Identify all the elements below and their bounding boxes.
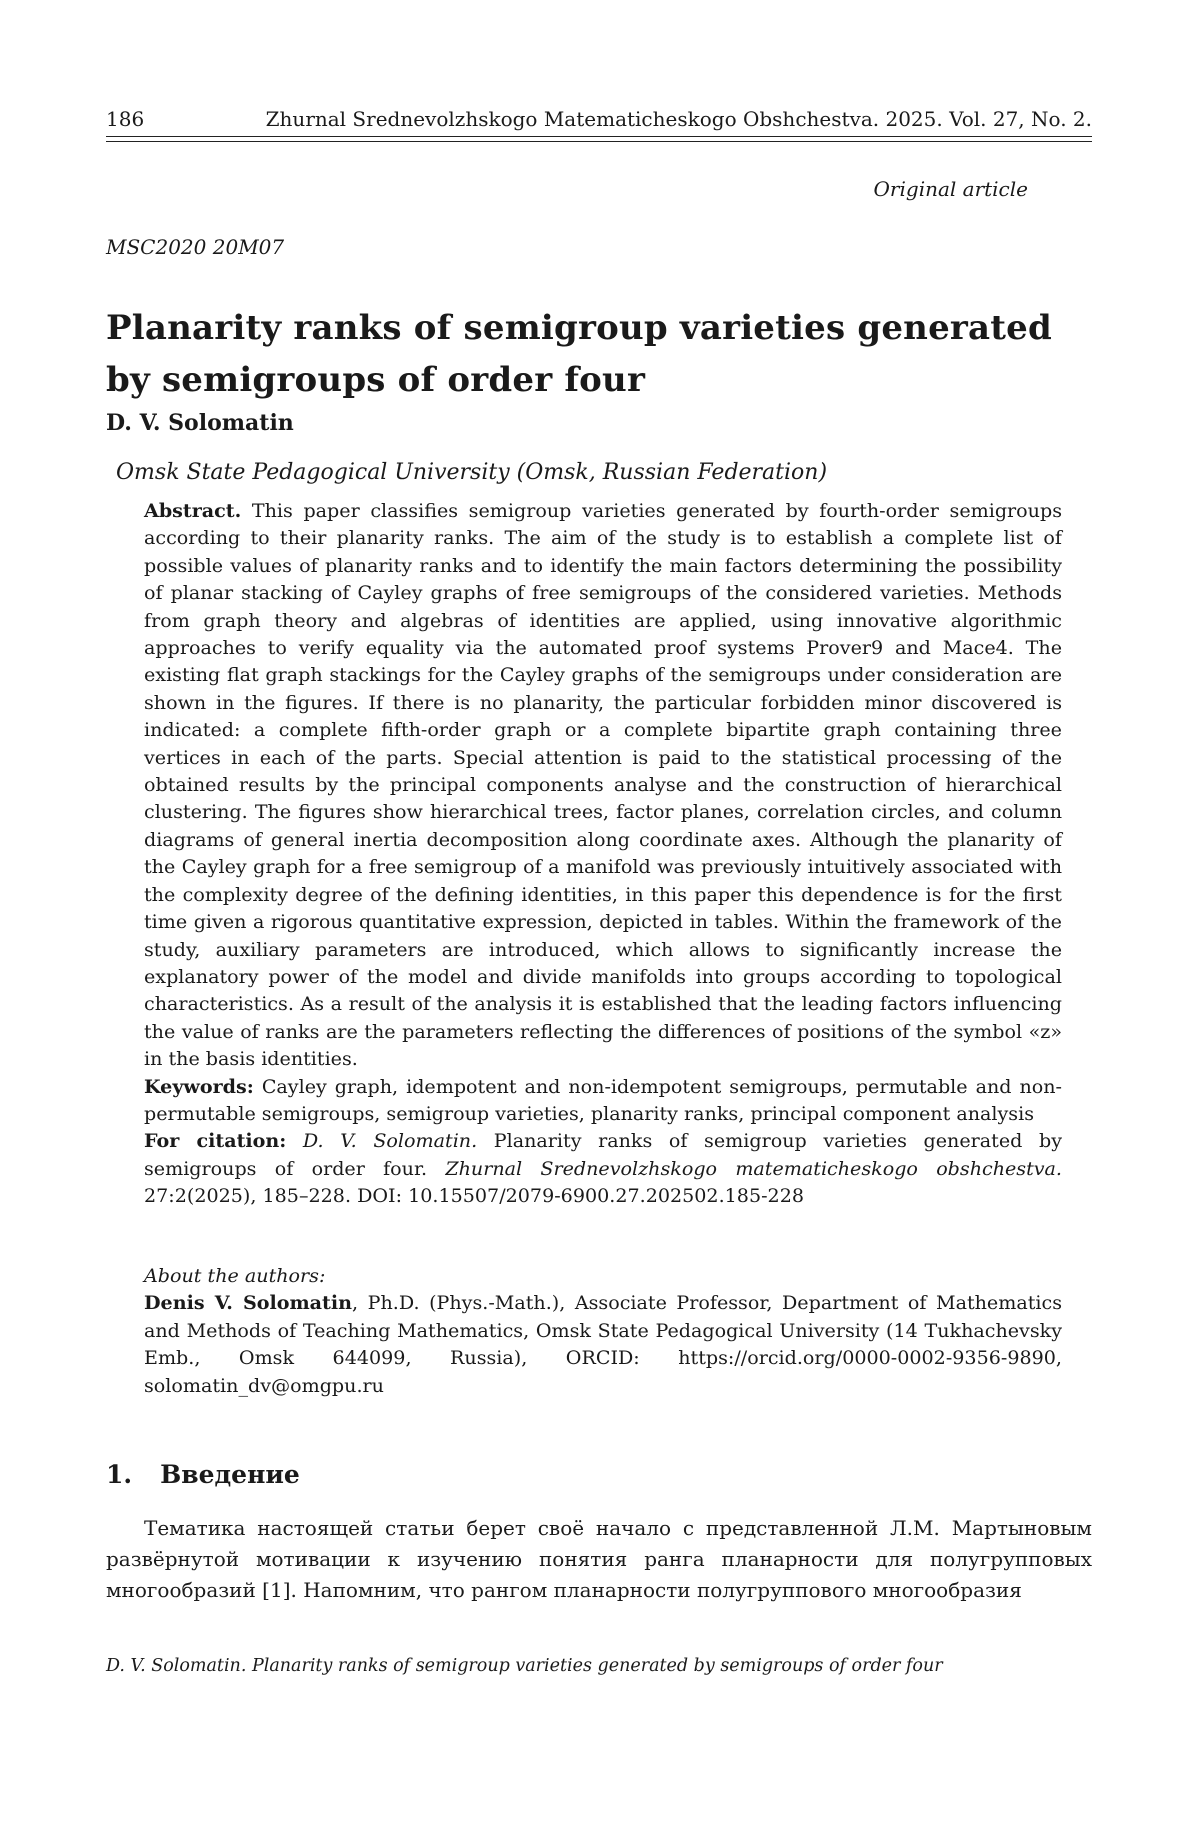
paper-title: Planarity ranks of semigroup varieties generated by semigroups of order four	[106, 308, 1052, 400]
body-text	[106, 1513, 1092, 1606]
body-paragraph: Тематика настоящей статьи берет своё начало с представленной Л.М. Мартыновым развёрнутой мотивации к изучению понятия ранга планарности для полугрупповых многообразий [1]. Напомним, что рангом планарности полугруппового многообразия	[106, 1516, 1092, 1602]
article-type: Original article	[873, 177, 1028, 201]
running-header	[106, 106, 1092, 132]
header-rule-thick	[106, 136, 1092, 137]
keywords-label: Keywords:	[144, 1074, 254, 1098]
keywords	[144, 1073, 1062, 1128]
section-title: Введение	[160, 1460, 300, 1489]
citation-journal: Zhurnal Srednevolzhskogo matematicheskogo obshchestva.	[445, 1156, 1063, 1180]
citation-details: 27:2(2025), 185–228. DOI: 10.15507/2079-6900.27.202502.185-228	[144, 1184, 804, 1208]
abstract-block	[144, 497, 1062, 1210]
page-number: 186	[106, 107, 145, 131]
keywords-text: Cayley graph, idempotent and non-idempotent semigroups, permutable and non-permutable semigroups, semigroup varieties, planarity ranks, principal component analysis	[144, 1074, 1062, 1125]
section-number: 1.	[106, 1460, 133, 1489]
about-heading: About the authors:	[144, 1264, 326, 1287]
journal-line: Zhurnal Srednevolzhskogo Matematicheskogo Obshchestva. 2025. Vol. 27, No. 2.	[265, 107, 1092, 131]
author-name: D. V. Solomatin	[106, 410, 294, 436]
affiliation: Omsk State Pedagogical University (Omsk, Russian Federation)	[116, 460, 828, 485]
citation-title: Planarity ranks of semigroup varieties generated by semigroups of order four.	[144, 1129, 1062, 1180]
page-footer: D. V. Solomatin. Planarity ranks of semigroup varieties generated by semigroups of order four	[106, 1656, 943, 1676]
abstract	[144, 497, 1062, 1073]
citation-author: D. V. Solomatin.	[302, 1129, 478, 1153]
citation-label: For citation:	[144, 1129, 287, 1153]
abstract-label: Abstract.	[144, 499, 242, 522]
about-author-details: , Ph.D. (Phys.-Math.), Associate Professor, Department of Mathematics and Methods of Teaching Mathematics, Omsk State Pedagogical University (14 Tukhachevsky Emb., Omsk 644099, Russia), ORCID: https://orcid.org/0000-0002-9356-9890, solomatin_dv@omgpu.ru	[144, 1291, 1062, 1397]
about-authors	[144, 1262, 1062, 1399]
msc-code: MSC2020 20M07	[106, 235, 285, 259]
abstract-text: This paper classifies semigroup varieties generated by fourth-order semigroups according to their planarity ranks. The aim of the study is to establish a complete list of possible values of planarity ranks and to identify the main factors determining the possibility of planar stacking of Cayley graphs of free semigroups of the considered varieties. Methods from graph theory and algebras of identities are applied, using innovative algorithmic approaches to verify equality via the automated proof systems Prover9 and Mace4. The existing flat graph stackings for the Cayley graphs of the semigroups under consideration are shown in the figures. If there is no planarity, the particular forbidden minor discovered is indicated: a complete fifth-order graph or a complete bipartite graph containing three vertices in each of the parts. Special attention is paid to the statistical processing of the obtained results by the principal components analyse and the construction of hierarchical clustering. The figures show hierarchical trees, factor planes, correlation circles, and column diagrams of general inertia decomposition along coordinate axes. Although the planarity of the Cayley graph for a free semigroup of a manifold was previously intuitively associated with the complexity degree of the defining identities, in this paper this dependence is for the first time given a rigorous quantitative expression, depicted in tables. Within the framework of the study, auxiliary parameters are introduced, which allows to significantly increase the explanatory power of the model and divide manifolds into groups according to topological characteristics. As a result of the analysis it is established that the leading factors influencing the value of ranks are the parameters reflecting the differences of positions of the symbol «z» in the basis identities.	[144, 499, 1062, 1071]
about-text	[144, 1289, 1062, 1399]
section-heading	[106, 1460, 300, 1489]
citation	[144, 1127, 1062, 1209]
header-rule-thin	[106, 141, 1092, 142]
about-author-name: Denis V. Solomatin	[144, 1291, 353, 1315]
